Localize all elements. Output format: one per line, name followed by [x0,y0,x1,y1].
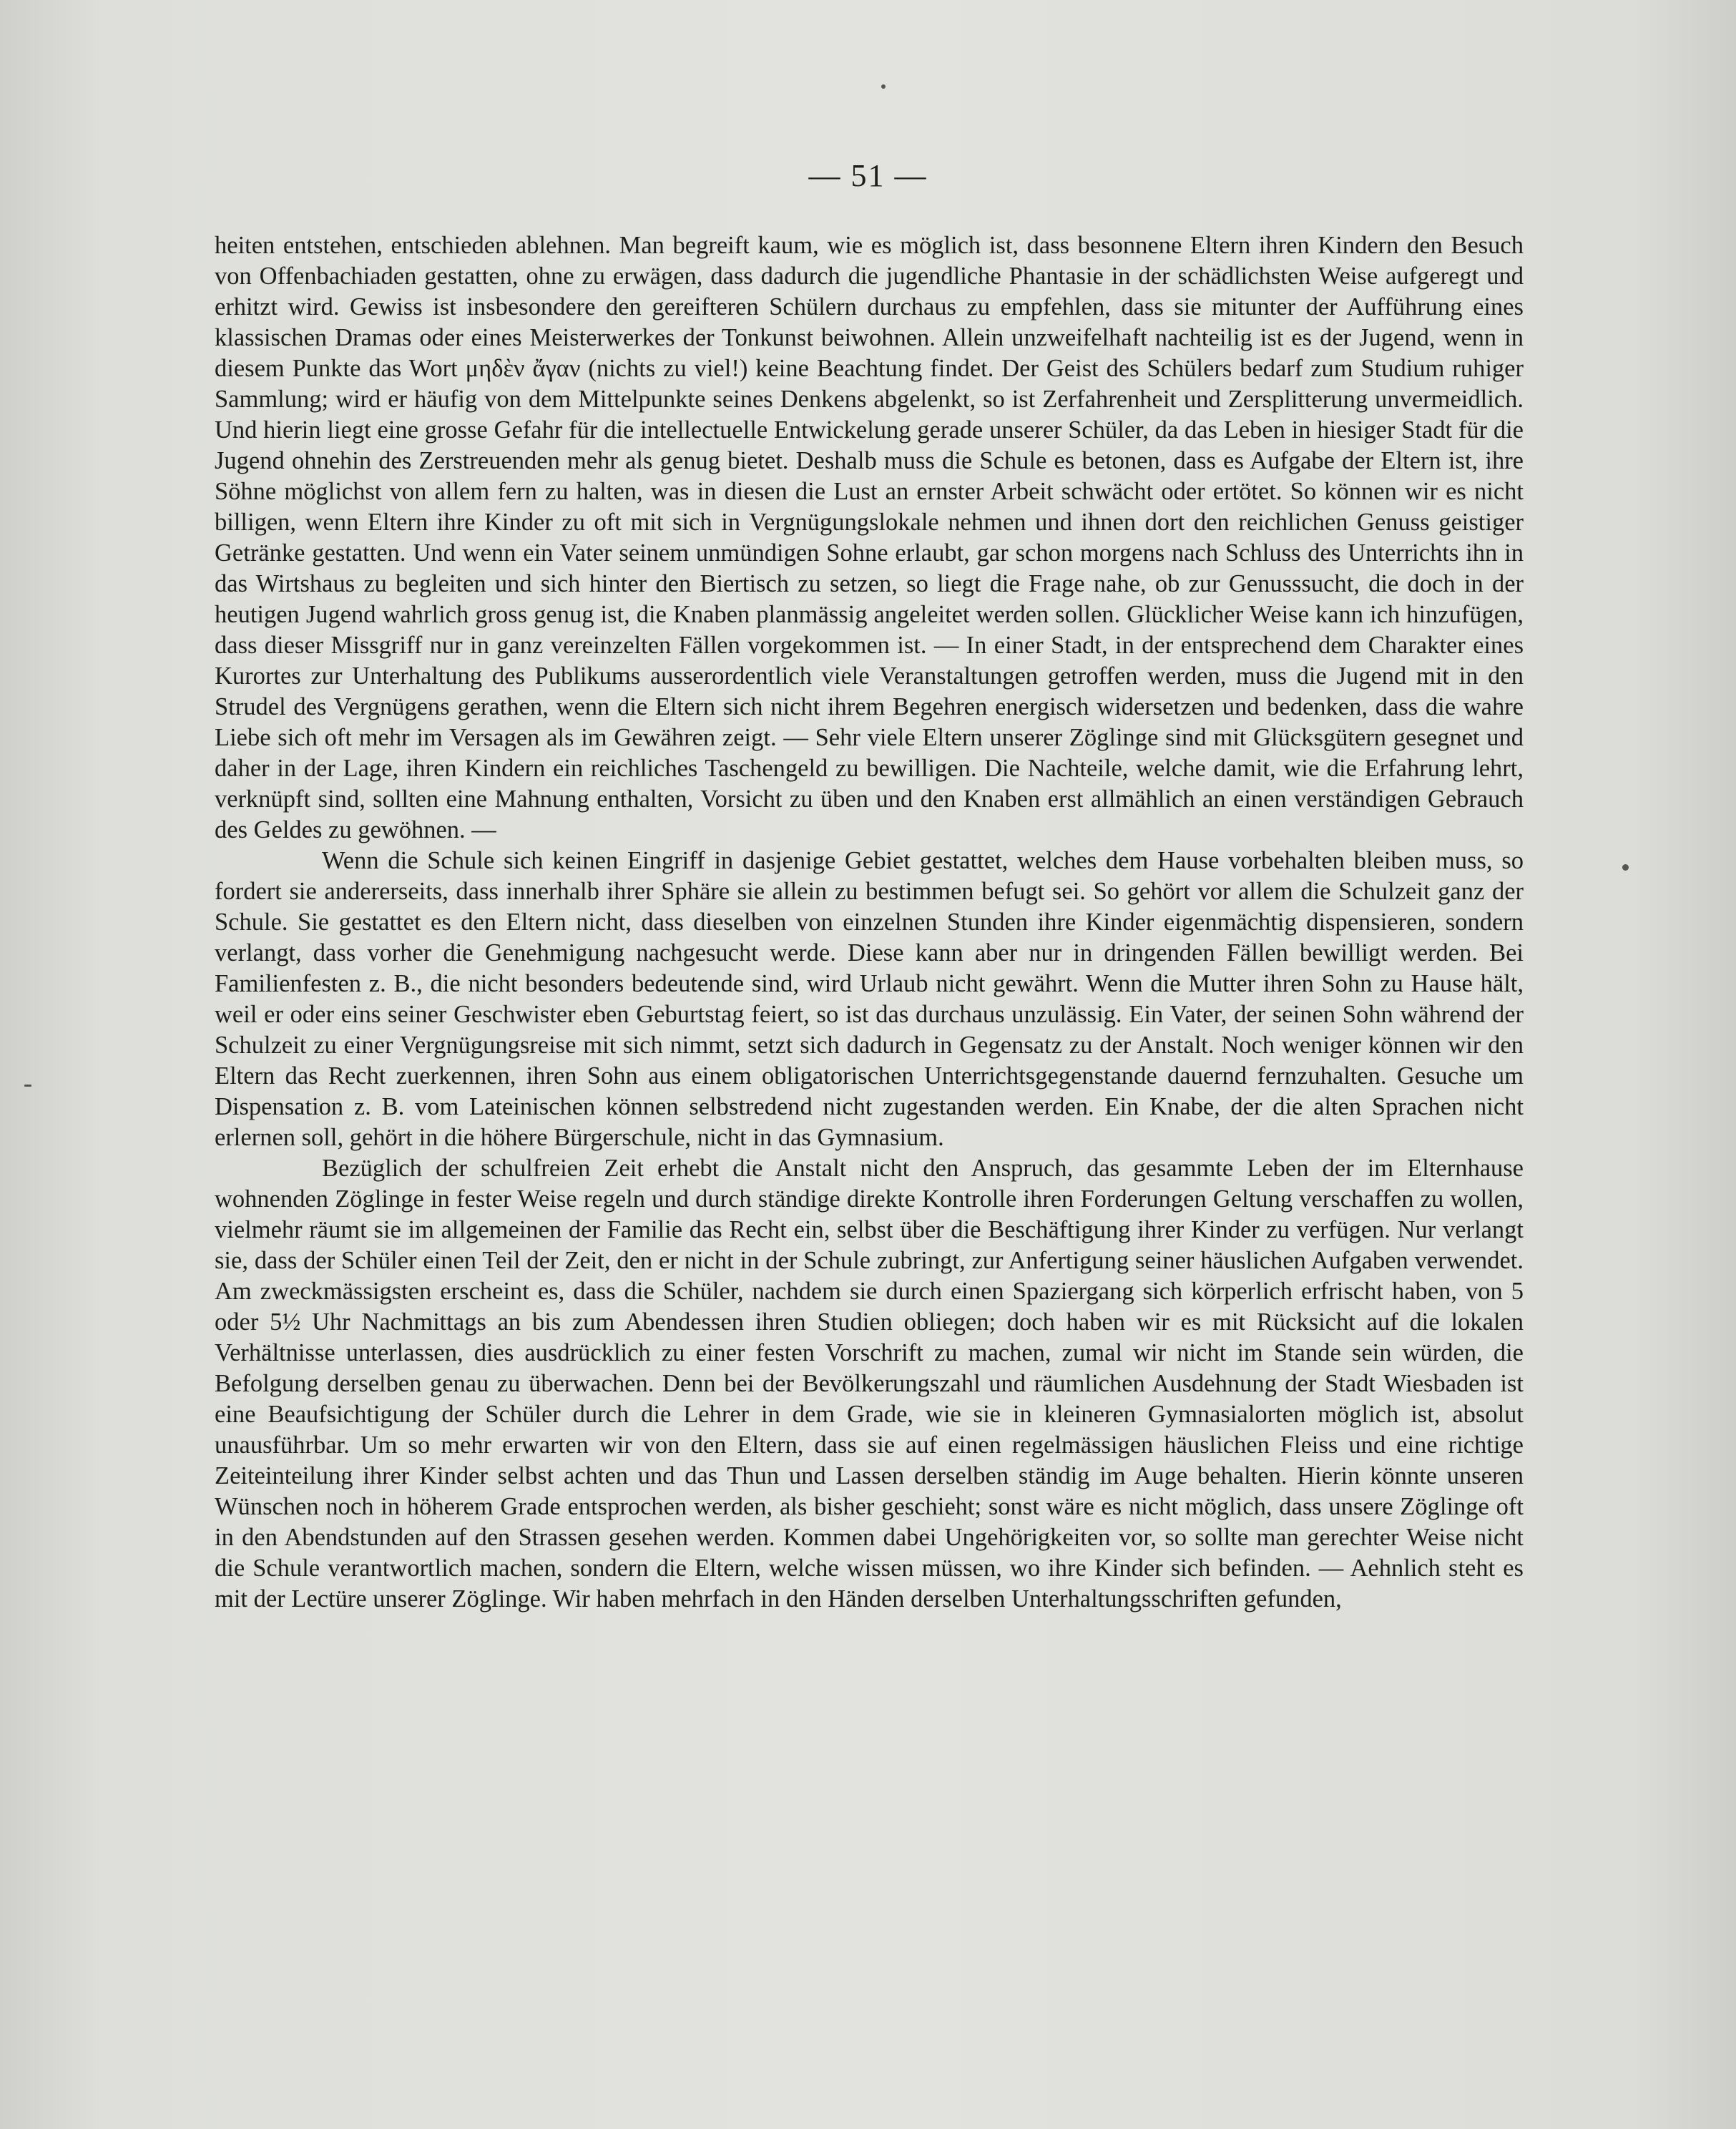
ink-speck [24,1085,31,1087]
paragraph-1: heiten entstehen, entschieden ablehnen. Man begreift kaum, wie es möglich ist, dass besonnene Eltern ihren Kindern den Besuch von Offenbachiaden gestatten, ohne zu erwägen, dass dadurch die jugendliche Phantasie in der schädlichsten Weise aufgeregt und erhitzt wird. Gewiss ist insbesondere den gereifteren Schülern durchaus zu empfehlen, dass sie mitunter der Aufführung eines klassischen Dramas oder eines Meisterwerkes der Tonkunst beiwohnen. Allein unzweifelhaft nachteilig ist es der Jugend, wenn in diesem Punkte das Wort μηδὲν ἄγαν (nichts zu viel!) keine Beachtung findet. Der Geist des Schülers bedarf zum Studium ruhiger Sammlung; wird er häufig von dem Mittelpunkte seines Denkens abgelenkt, so ist Zerfahrenheit und Zersplitterung unvermeidlich. Und hierin liegt eine grosse Gefahr für die intellectuelle Entwickelung gerade unserer Schüler, da das Leben in hiesiger Stadt für die Jugend ohnehin des Zerstreuenden mehr als genug bietet. Deshalb muss die Schule es betonen, dass es Aufgabe der Eltern ist, ihre Söhne möglichst von allem fern zu halten, was in diesen die Lust an ernster Arbeit schwächt oder ertötet. So können wir es nicht billigen, wenn Eltern ihre Kinder zu oft mit sich in Vergnügungslokale nehmen und ihnen dort den reichlichen Genuss geistiger Getränke gestatten. Und wenn ein Vater seinem unmündigen Sohne erlaubt, gar schon morgens nach Schluss des Unterrichts ihn in das Wirtshaus zu begleiten und sich hinter den Biertisch zu setzen, so liegt die Frage nahe, ob zur Genusssucht, die doch in der heutigen Jugend wahrlich gross genug ist, die Knaben planmässig angeleitet werden sollen. Glücklicher Weise kann ich hinzufügen, dass dieser Missgriff nur in ganz vereinzelten Fällen vorgekommen ist. — In einer Stadt, in der entsprechend dem Charakter eines Kurortes zur Unterhaltung des Publikums ausserordentlich viele Veranstaltungen getroffen werden, muss die Jugend mit in den Strudel des Vergnügens gerathen, wenn die Eltern sich nicht ihrem Begehren energisch widersetzen und bedenken, dass die wahre Liebe sich oft mehr im Versagen als im Gewähren zeigt. — Sehr viele Eltern unserer Zöglinge sind mit Glücksgütern gesegnet und daher in der Lage, ihren Kindern ein reichliches Taschengeld zu bewilligen. Die Nachteile, welche damit, wie die Erfahrung lehrt, verknüpft sind, sollten eine Mahnung enthalten, Vorsicht zu üben und den Knaben erst allmählich an einen verständigen Gebrauch des Geldes zu gewöhnen. — [215,232,1524,843]
body-text [215,230,1524,1615]
paragraph-3: Bezüglich der schulfreien Zeit erhebt die Anstalt nicht den Anspruch, das gesammte Leben der im Elternhause wohnenden Zöglinge in fester Weise regeln und durch ständige direkte Kontrolle ihren Forderungen Geltung verschaffen zu wollen, vielmehr räumt sie im allgemeinen der Familie das Recht ein, selbst über die Beschäftigung ihrer Kinder zu verfügen. Nur verlangt sie, dass der Schüler einen Teil der Zeit, den er nicht in der Schule zubringt, zur Anfertigung seiner häuslichen Aufgaben verwendet. Am zweckmässigsten erscheint es, dass die Schüler, nachdem sie durch einen Spaziergang sich körperlich erfrischt haben, von 5 oder 5½ Uhr Nachmittags an bis zum Abendessen ihren Studien obliegen; doch haben wir es mit Rücksicht auf die lokalen Verhältnisse unterlassen, dies ausdrücklich zu einer festen Vorschrift zu machen, zumal wir nicht im Stande sein würden, die Befolgung derselben genau zu überwachen. Denn bei der Bevölkerungszahl und räumlichen Ausdehnung der Stadt Wiesbaden ist eine Beaufsichtigung der Schüler durch die Lehrer in dem Grade, wie sie in kleineren Gymnasialorten möglich ist, absolut unausführbar. Um so mehr erwarten wir von den Eltern, dass sie auf einen regelmässigen häuslichen Fleiss und eine richtige Zeiteinteilung ihrer Kinder selbst achten und das Thun und Lassen derselben ständig im Auge behalten. Hierin könnte unseren Wünschen noch in höherem Grade entsprochen werden, als bisher geschieht; sonst wäre es nicht möglich, dass unsere Zöglinge oft in den Abendstunden auf den Strassen gesehen werden. Kommen dabei Ungehörigkeiten vor, so sollte man gerechter Weise nicht die Schule verantwortlich machen, sondern die Eltern, welche wissen müssen, wo ihre Kinder sich befinden. — Aehnlich steht es mit der Lectüre unserer Zöglinge. Wir haben mehrfach in den Händen derselben Unterhaltungsschriften gefunden, [215,1155,1524,1612]
paragraph-2: Wenn die Schule sich keinen Eingriff in dasjenige Gebiet gestattet, welches dem Hause vorbehalten bleiben muss, so fordert sie andererseits, dass innerhalb ihrer Sphäre sie allein zu bestimmen befugt sei. So gehört vor allem die Schulzeit ganz der Schule. Sie gestattet es den Eltern nicht, dass dieselben von einzelnen Stunden ihre Kinder eigenmächtig dispensieren, sondern verlangt, dass vorher die Genehmigung nachgesucht werde. Diese kann aber nur in dringenden Fällen bewilligt werden. Bei Familienfesten z. B., die nicht besonders bedeutende sind, wird Urlaub nicht gewährt. Wenn die Mutter ihren Sohn zu Hause hält, weil er oder eins seiner Geschwister eben Geburtstag feiert, so ist das durchaus unzulässig. Ein Vater, der seinen Sohn während der Schulzeit zu einer Vergnügungsreise mit sich nimmt, setzt sich dadurch in Gegensatz zu der Anstalt. Noch weniger können wir den Eltern das Recht zuerkennen, ihren Sohn aus einem obligatorischen Unterrichtsgegenstande dauernd fernzuhalten. Gesuche um Dispensation z. B. vom Lateinischen können selbstredend nicht zugestanden werden. Ein Knabe, der die alten Sprachen nicht erlernen soll, gehört in die höhere Bürgerschule, nicht in das Gymnasium. [215,847,1524,1151]
ink-speck [881,84,886,89]
ink-speck [1622,864,1629,871]
page-number: — 51 — [808,158,928,193]
